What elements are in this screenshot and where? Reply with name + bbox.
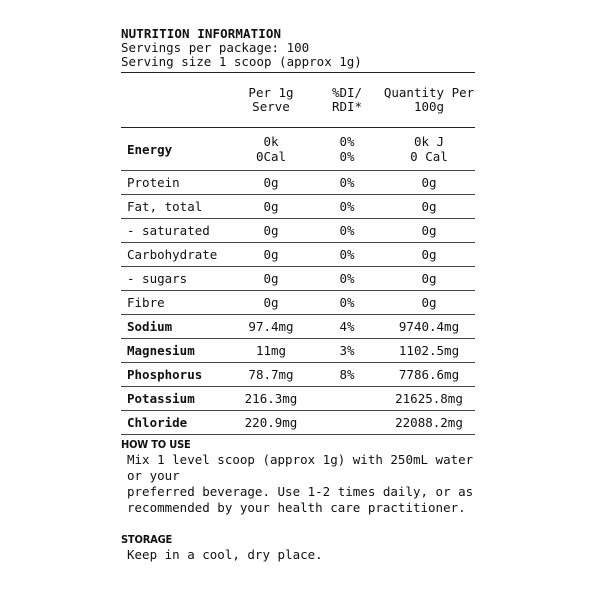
table-header-row — [121, 73, 475, 128]
table-row — [121, 411, 475, 435]
nutrition-panel — [121, 27, 475, 563]
energy-per-100g: 0k J 0 Cal — [383, 128, 475, 171]
nutrient-label: Potassium — [121, 387, 231, 411]
header-di: %DI/ RDI* — [311, 73, 383, 128]
nutrient-per-100g: 7786.6mg — [383, 363, 475, 387]
nutrient-di: 0% — [311, 195, 383, 219]
nutrient-label: Fat, total — [121, 195, 231, 219]
nutrient-di: 0% — [311, 291, 383, 315]
nutrient-per-serve: 0g — [231, 219, 311, 243]
nutrient-per-serve: 216.3mg — [231, 387, 311, 411]
table-row — [121, 267, 475, 291]
energy-label: Energy — [121, 128, 231, 171]
servings-per-package: Servings per package: 100 — [121, 40, 310, 55]
nutrient-label: Sodium — [121, 315, 231, 339]
header-per-serve: Per 1g Serve — [231, 73, 311, 128]
how-to-use-title: HOW TO USE — [121, 438, 191, 451]
nutrient-per-serve: 220.9mg — [231, 411, 311, 435]
how-to-use-text: Mix 1 level scoop (approx 1g) with 250mL water or your preferred beverage. Use 1-2 times daily, or as recommended by your health care practitioner. — [127, 452, 474, 515]
nutrient-per-100g: 21625.8mg — [383, 387, 475, 411]
nutrient-per-100g: 9740.4mg — [383, 315, 475, 339]
nutrient-label: Chloride — [121, 411, 231, 435]
energy-per-serve: 0k 0Cal — [231, 128, 311, 171]
header-blank — [121, 73, 231, 128]
nutrient-di: 0% — [311, 243, 383, 267]
nutrient-per-serve: 0g — [231, 267, 311, 291]
nutrient-label: Protein — [121, 171, 231, 195]
table-row — [121, 315, 475, 339]
nutrient-per-serve: 0g — [231, 291, 311, 315]
nutrient-per-100g: 0g — [383, 171, 475, 195]
table-row — [121, 387, 475, 411]
nutrient-per-100g: 22088.2mg — [383, 411, 475, 435]
nutrient-di: 0% — [311, 171, 383, 195]
nutrition-table — [121, 73, 475, 435]
nutrient-label: - saturated — [121, 219, 231, 243]
nutrient-di: 3% — [311, 339, 383, 363]
nutrient-per-100g: 1102.5mg — [383, 339, 475, 363]
nutrient-di: 0% — [311, 267, 383, 291]
nutrient-label: Fibre — [121, 291, 231, 315]
nutrient-label: - sugars — [121, 267, 231, 291]
nutrient-di: 4% — [311, 315, 383, 339]
panel-title: NUTRITION INFORMATION — [121, 26, 282, 41]
nutrient-label: Phosphorus — [121, 363, 231, 387]
nutrient-per-100g: 0g — [383, 195, 475, 219]
nutrient-per-100g: 0g — [383, 243, 475, 267]
table-row — [121, 291, 475, 315]
table-row — [121, 339, 475, 363]
nutrient-per-100g: 0g — [383, 291, 475, 315]
nutrient-per-100g: 0g — [383, 219, 475, 243]
nutrient-di: 8% — [311, 363, 383, 387]
energy-row — [121, 128, 475, 171]
nutrient-per-serve: 11mg — [231, 339, 311, 363]
table-row — [121, 219, 475, 243]
nutrient-di: 0% — [311, 219, 383, 243]
nutrient-label: Carbohydrate — [121, 243, 231, 267]
nutrient-per-serve: 78.7mg — [231, 363, 311, 387]
table-row — [121, 243, 475, 267]
table-row — [121, 171, 475, 195]
storage-text: Keep in a cool, dry place. — [127, 547, 323, 562]
nutrient-di — [311, 411, 383, 435]
storage-title: STORAGE — [121, 533, 173, 546]
nutrient-per-serve: 0g — [231, 195, 311, 219]
nutrient-per-serve: 97.4mg — [231, 315, 311, 339]
nutrient-label: Magnesium — [121, 339, 231, 363]
nutrient-per-serve: 0g — [231, 243, 311, 267]
header-per-100g: Quantity Per 100g — [383, 73, 475, 128]
nutrient-per-100g: 0g — [383, 267, 475, 291]
table-row — [121, 363, 475, 387]
table-row — [121, 195, 475, 219]
energy-di: 0% 0% — [311, 128, 383, 171]
nutrient-per-serve: 0g — [231, 171, 311, 195]
serving-size: Serving size 1 scoop (approx 1g) — [121, 54, 362, 69]
nutrient-di — [311, 387, 383, 411]
